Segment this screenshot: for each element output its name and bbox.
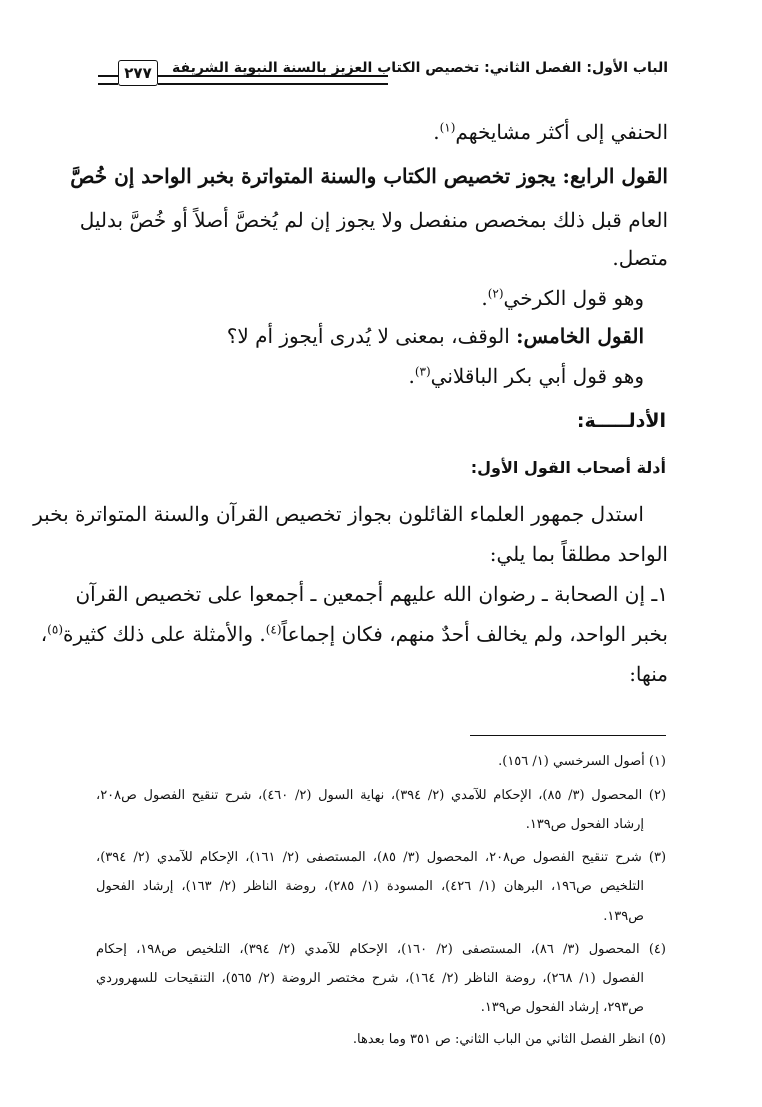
body-line-3: العام قبل ذلك بمخصص منفصل ولا يجوز إن لم يُخصَّ أصلاً أو خُصَّ بدليل [79,208,668,232]
body-line-5: وهو قول الكرخي$^{(٢)}$. [481,286,644,310]
footnote-ref: (٣) [414,364,431,379]
header-rule [158,75,388,85]
footnote-3-line-1: (٣) شرح تنقيح الفصول ص٢٠٨، المحصول (٣/ ٨٥)، المستصفى (٢/ ١٦١)، الإحكام للآمدي (٢/ ٣٩٤)، [96,850,667,865]
footnote-separator [470,735,666,736]
page-number: ٢٧٧ [118,60,158,86]
body-line-2: القول الرابع: يجوز تخصيص الكتاب والسنة المتواترة بخبر الواحد إن خُصَّ [70,164,668,188]
footnote-ref: (٥) [47,622,63,637]
body-line-8: استدل جمهور العلماء القائلون بجواز تخصيص القرآن والسنة المتواترة بخبر [33,502,644,526]
footnote-2-line-1: (٢) المحصول (٣/ ٨٥)، الإحكام للآمدي (٢/ ٣٩٤)، نهاية السول (٢/ ٤٦٠)، شرح تنقيح الفصول ص٢٠٨، [96,788,667,803]
body-line-11: بخبر الواحد، ولم يخالف أحدٌ منهم، فكان إجماعاً$^{(٤)}$. والأمثلة على ذلك كثيرة$^{(٥)}$، [40,622,668,646]
footnote-3-line-2: التلخيص ص١٩٦، البرهان (١/ ٤٢٦)، المسودة (١/ ٢٨٥)، روضة الناظر (٢/ ١٦٣)، إرشاد الفحول [96,879,644,894]
body-line-6: القول الخامس: الوقف، بمعنى لا يُدرى أيجوز أم لا؟ [226,324,644,348]
footnote-ref: (٢) [487,286,504,301]
header-title: الباب الأول: الفصل الثاني: تخصيص الكتاب العزيز بالسنة النبوية الشريفة [172,60,668,76]
footnote-2-line-2: إرشاد الفحول ص١٣٩. [525,817,644,832]
footnote-ref: (٤) [265,622,282,637]
body-line-1: الحنفي إلى أكثر مشايخهم$^{(١)}$. [433,120,668,144]
footnote-4-line-3: ص٢٩٣، إرشاد الفحول ص١٣٩. [480,1000,644,1015]
footnote-4-line-1: (٤) المحصول (٣/ ٨٦)، المستصفى (٢/ ١٦٠)، الإحكام للآمدي (٢/ ٣٩٤)، التلخيص ص١٩٨، إحكام [96,942,666,957]
subheading: أدلة أصحاب القول الأول: [470,458,666,477]
body-line-12: منها: [629,662,668,686]
running-header [98,56,668,90]
footnote-ref: (١) [439,120,456,135]
footnote-4-line-2: الفصول (١/ ٢٦٨)، روضة الناظر (٢/ ١٦٤)، شرح مختصر الروضة (٢/ ٥٦٥)، التنقيحات للسهروردي [96,971,645,986]
body-line-10: ١ـ إن الصحابة ـ رضوان الله عليهم أجمعين ـ أجمعوا على تخصيص القرآن [75,582,668,606]
body-line-9: الواحد مطلقاً بما يلي: [489,542,668,566]
section-heading: الأدلـــــة: [576,410,666,432]
header-rule-left [98,75,118,85]
footnote-3-line-3: ص١٣٩. [603,909,644,924]
body-line-4: متصل. [612,246,668,270]
footnote-5: (٥) انظر الفصل الثاني من الباب الثاني: ص ٣٥١ وما بعدها. [352,1032,666,1047]
footnote-1: (١) أصول السرخسي (١/ ١٥٦). [498,754,666,769]
body-line-7: وهو قول أبي بكر الباقلاني$^{(٣)}$. [408,364,644,388]
